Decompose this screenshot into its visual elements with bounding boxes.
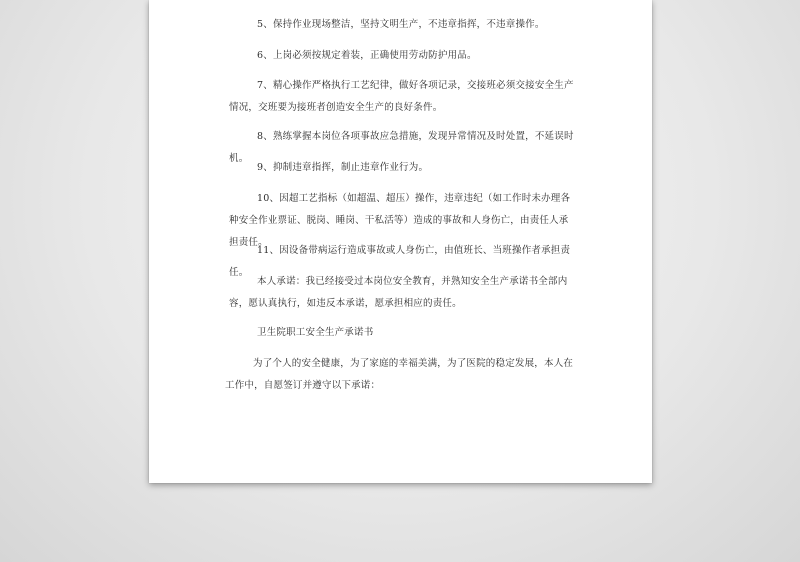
item-6: 6、上岗必须按规定着装，正确使用劳动防护用品。 [257, 50, 477, 61]
item-10: 10、因超工艺指标（如超温、超压）操作，违章违纪（如工作时未办理各种安全作业票证、脱岗、睡岗、干私活等）造成的事故和人身伤亡，由责任人承担责任。 [229, 193, 571, 248]
item-11: 11、因设备带病运行造成事故或人身伤亡，由值班长、当班操作者承担责任。 [229, 245, 571, 278]
intro-paragraph: 为了个人的安全健康，为了家庭的幸福美满，为了医院的稳定发展，本人在工作中，自愿签订并遵守以下承诺： [225, 358, 574, 391]
item-8: 8、熟练掌握本岗位各项事故应急措施，发现异常情况及时处置，不延误时机。 [229, 131, 574, 164]
item-5: 5、保持作业现场整洁，坚持文明生产，不违章指挥，不违章操作。 [257, 19, 545, 30]
item-9: 9、抑制违章指挥，制止违章作业行为。 [257, 162, 429, 173]
section-title: 卫生院职工安全生产承诺书 [257, 327, 374, 338]
personal-pledge: 本人承诺：我已经接受过本岗位安全教育，并熟知安全生产承诺书全部内容，愿认真执行，如违反本承诺，愿承担相应的责任。 [229, 276, 568, 309]
item-7: 7、精心操作严格执行工艺纪律，做好各项记录，交接班必须交接安全生产情况，交班要为接班者创造安全生产的良好条件。 [229, 80, 574, 113]
document-page [149, 0, 652, 483]
